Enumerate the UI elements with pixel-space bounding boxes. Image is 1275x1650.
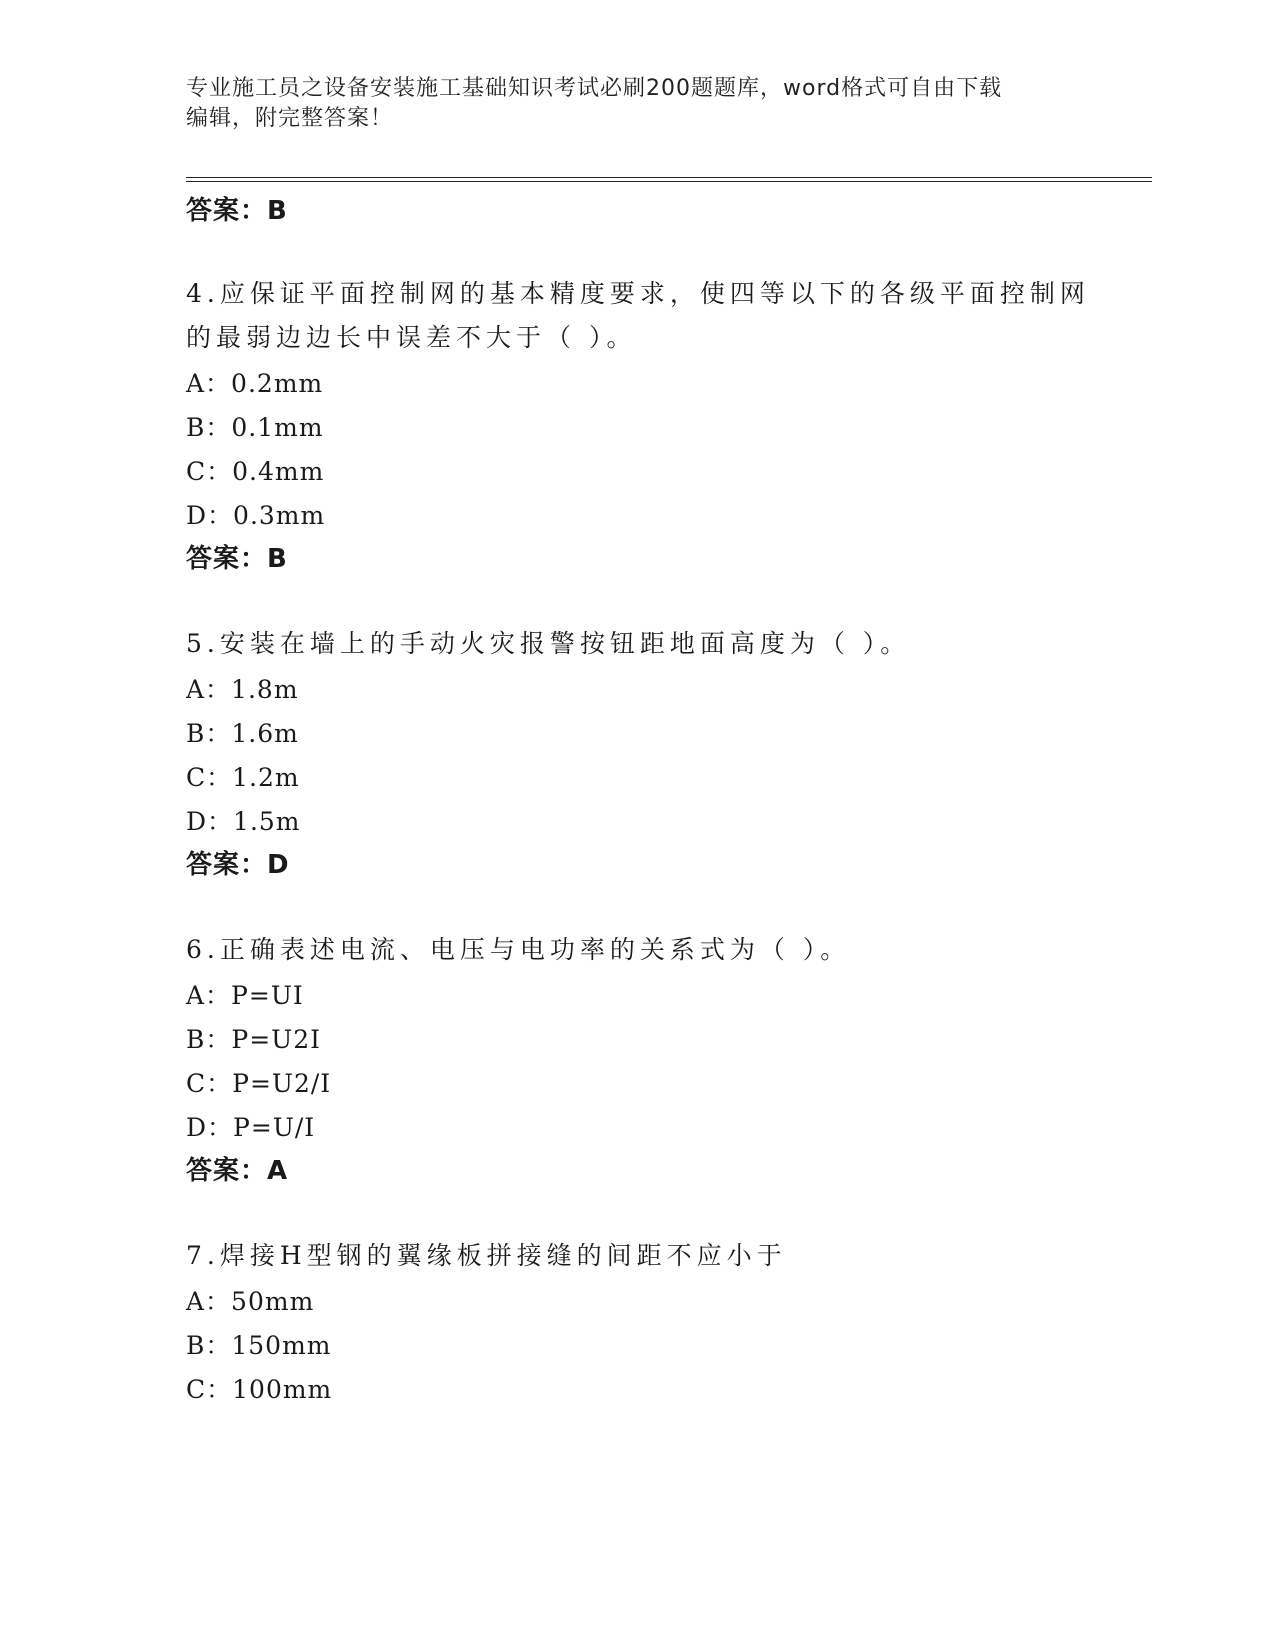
question-6-option-a: A：P=UI	[186, 981, 304, 1010]
question-7-option-b: B：150mm	[186, 1331, 332, 1360]
question-4-option-c: C：0.4mm	[186, 457, 325, 486]
question-4-stem-line-1: 4.应保证平面控制网的基本精度要求，使四等以下的各级平面控制网	[186, 279, 1090, 308]
question-5-answer: 答案：D	[186, 850, 290, 880]
question-7-stem: 7.焊接H型钢的翼缘板拼接缝的间距不应小于	[186, 1241, 787, 1270]
question-5-stem: 5.安装在墙上的手动火灾报警按钮距地面高度为（ ）。	[186, 629, 911, 658]
answer-q3: 答案：B	[186, 196, 288, 226]
question-6-option-b: B：P=U2I	[186, 1025, 321, 1054]
header-divider-bottom	[186, 181, 1152, 182]
question-7-option-c: C：100mm	[186, 1375, 333, 1404]
question-5-option-b: B：1.6m	[186, 719, 299, 748]
question-5-option-a: A：1.8m	[186, 675, 299, 704]
question-4-answer: 答案：B	[186, 544, 288, 574]
question-4-option-d: D：0.3mm	[186, 501, 326, 530]
question-6-answer: 答案：A	[186, 1156, 289, 1186]
question-4-option-a: A：0.2mm	[186, 369, 324, 398]
question-4-option-b: B：0.1mm	[186, 413, 324, 442]
header-title-line-1: 专业施工员之设备安装施工基础知识考试必刷200题题库，word格式可自由下载	[186, 76, 1003, 101]
question-6-stem: 6.正确表述电流、电压与电功率的关系式为（ ）。	[186, 935, 851, 964]
question-7-option-a: A：50mm	[186, 1287, 315, 1316]
question-5-option-d: D：1.5m	[186, 807, 301, 836]
header-divider-top	[186, 177, 1152, 178]
question-4-stem-line-2: 的最弱边边长中误差不大于（ ）。	[186, 323, 637, 352]
question-6-option-c: C：P=U2/I	[186, 1069, 332, 1098]
document-header	[186, 74, 1066, 134]
question-6-option-d: D：P=U/I	[186, 1113, 316, 1142]
question-5-option-c: C：1.2m	[186, 763, 300, 792]
header-title-line-2: 编辑，附完整答案！	[186, 106, 394, 131]
